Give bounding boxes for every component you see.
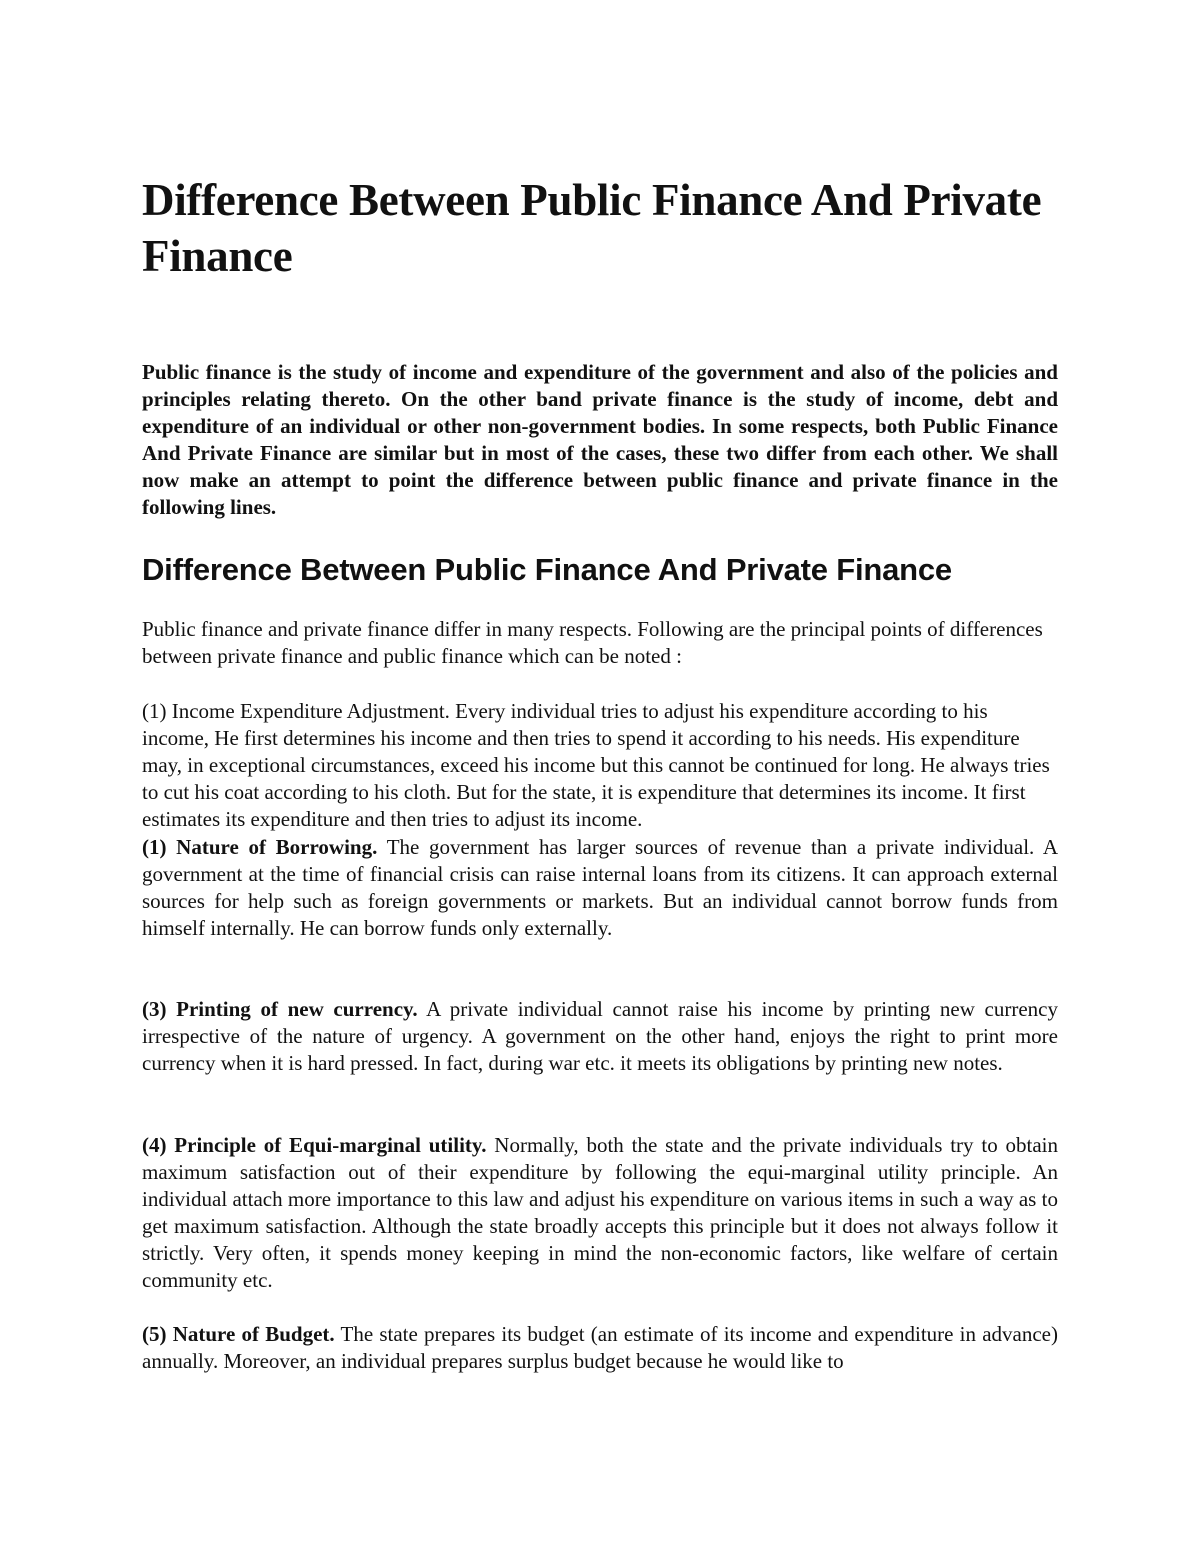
point-income-expenditure [142,698,1058,833]
lead-paragraph: Public finance and private finance differ in many respects. Following are the principal points of differences between private finance and public finance which can be noted : [142,617,1043,668]
section-heading: Difference Between Public Finance And Private Finance [142,552,952,587]
point-text: A private individual cannot raise his income by printing new currency irrespective of the nature of urgency. A government on the other hand, enjoys the right to print more currency when it is hard pressed. In fact, during war etc. it meets its obligations by printing new notes. [142,997,1058,1075]
point-currency [142,996,1058,1077]
point-budget [142,1321,1058,1375]
point-text: The state prepares its budget (an estimate of its income and expenditure in advance) annually. Moreover, an individual prepares surplus budget because he would like to [142,1322,1058,1373]
point-equi-marginal [142,1132,1058,1294]
point-text: The government has larger sources of revenue than a private individual. A government at the time of financial crisis can raise internal loans from its citizens. It can approach external sources for help such as foreign governments or markets. But an individual cannot borrow funds from himself internally. He can borrow funds only externally. [142,835,1058,940]
point-label: (4) Principle of Equi-marginal utility. [142,1133,487,1157]
point-label: (5) Nature of Budget. [142,1322,335,1346]
point-label: (1) Nature of Borrowing. [142,835,378,859]
point-borrowing [142,834,1058,942]
document-title: Difference Between Public Finance And Private Finance [142,175,1042,281]
point-label: (3) Printing of new currency. [142,997,418,1021]
document-page [142,172,1058,1373]
intro-paragraph: Public finance is the study of income and expenditure of the government and also of the policies and principles relating thereto. On the other band private finance is the study of income, debt and expenditure of an individual or other non-government bodies. In some respects, both Public Finance And Private Finance are similar but in most of the cases, these two differ from each other. We shall now make an attempt to point the difference between public finance and private finance in the following lines. [142,360,1058,519]
point-text: Normally, both the state and the private individuals try to obtain maximum satisfaction out of their expenditure by following the equi-marginal utility principle. An individual attach more importance to this law and adjust his expenditure on various items in such a way as to get maximum satisfaction. Although the state broadly accepts this principle but it does not always follow it strictly. Very often, it spends money keeping in mind the non-economic factors, like welfare of certain community etc. [142,1133,1058,1292]
point-text: (1) Income Expenditure Adjustment. Every individual tries to adjust his expenditure according to his income, He first determines his income and then tries to spend it according to his needs. His expenditure may, in exceptional circumstances, exceed his income but this cannot be continued for long. He always tries to cut his coat according to his cloth. But for the state, it is expenditure that determines its income. It first estimates its expenditure and then tries to adjust its income. [142,699,1050,831]
